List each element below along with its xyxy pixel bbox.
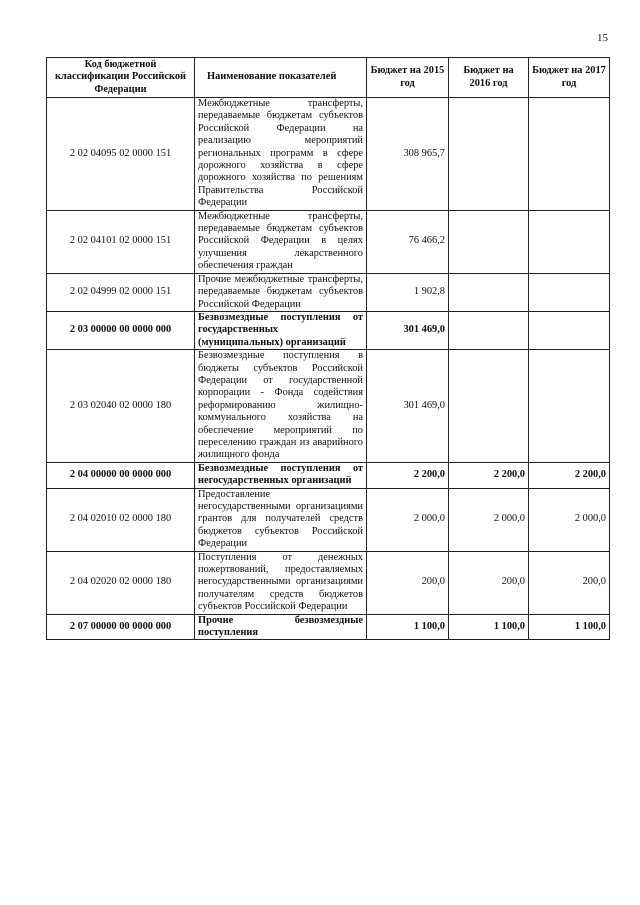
cell-budget-2015: 1 902,8 bbox=[367, 273, 449, 311]
table-row bbox=[47, 462, 610, 488]
cell-budget-2017 bbox=[529, 350, 610, 463]
table-row bbox=[47, 311, 610, 349]
cell-budget-2016 bbox=[449, 273, 529, 311]
cell-budget-2016: 200,0 bbox=[449, 551, 529, 614]
cell-code: 2 04 00000 00 0000 000 bbox=[47, 462, 195, 488]
cell-budget-2017: 1 100,0 bbox=[529, 614, 610, 640]
cell-name: Безвозмездные поступления от негосударственных организаций bbox=[195, 462, 367, 488]
cell-name: Прочие безвозмездные поступления bbox=[195, 614, 367, 640]
table-body bbox=[47, 98, 610, 640]
cell-code: 2 03 02040 02 0000 180 bbox=[47, 350, 195, 463]
budget-table bbox=[46, 57, 610, 640]
cell-name: Безвозмездные поступления от государственных (муниципальных) организаций bbox=[195, 311, 367, 349]
header-row bbox=[47, 58, 610, 98]
table-row bbox=[47, 614, 610, 640]
cell-budget-2015: 76 466,2 bbox=[367, 210, 449, 273]
cell-code: 2 04 02020 02 0000 180 bbox=[47, 551, 195, 614]
cell-code: 2 04 02010 02 0000 180 bbox=[47, 488, 195, 551]
cell-budget-2016: 2 200,0 bbox=[449, 462, 529, 488]
cell-code: 2 03 00000 00 0000 000 bbox=[47, 311, 195, 349]
cell-code: 2 02 04999 02 0000 151 bbox=[47, 273, 195, 311]
cell-budget-2015: 2 200,0 bbox=[367, 462, 449, 488]
table-row bbox=[47, 98, 610, 211]
page-number: 15 bbox=[597, 32, 608, 44]
cell-budget-2017 bbox=[529, 311, 610, 349]
table-row bbox=[47, 488, 610, 551]
table-row bbox=[47, 551, 610, 614]
cell-budget-2016 bbox=[449, 311, 529, 349]
cell-name: Поступления от денежных пожертвований, предоставляемых негосударственными организациями получателям средств бюджетов субъектов Российской Федерации bbox=[195, 551, 367, 614]
table-row bbox=[47, 350, 610, 463]
header-budget-2017: Бюджет на 2017 год bbox=[529, 58, 610, 98]
cell-budget-2015: 301 469,0 bbox=[367, 311, 449, 349]
cell-code: 2 02 04101 02 0000 151 bbox=[47, 210, 195, 273]
table-row bbox=[47, 273, 610, 311]
cell-name: Предоставление негосударственными организациями грантов для получателей средств бюджетов субъектов Российской Федерации bbox=[195, 488, 367, 551]
cell-budget-2015: 200,0 bbox=[367, 551, 449, 614]
cell-name: Безвозмездные поступления в бюджеты субъектов Российской Федерации от государственной корпорации - Фонда содействия реформированию жилищно-коммунального хозяйства на обеспечение мероприятий по переселению граждан из аварийного жилищного фонда bbox=[195, 350, 367, 463]
cell-budget-2015: 2 000,0 bbox=[367, 488, 449, 551]
cell-budget-2017: 2 200,0 bbox=[529, 462, 610, 488]
cell-budget-2017 bbox=[529, 273, 610, 311]
cell-budget-2017 bbox=[529, 98, 610, 211]
table-row bbox=[47, 210, 610, 273]
cell-budget-2015: 301 469,0 bbox=[367, 350, 449, 463]
header-budget-2015: Бюджет на 2015 год bbox=[367, 58, 449, 98]
cell-budget-2015: 1 100,0 bbox=[367, 614, 449, 640]
cell-name: Прочие межбюджетные трансферты, передаваемые бюджетам субъектов Российской Федерации bbox=[195, 273, 367, 311]
header-budget-2016: Бюджет на 2016 год bbox=[449, 58, 529, 98]
cell-budget-2016 bbox=[449, 98, 529, 211]
cell-budget-2015: 308 965,7 bbox=[367, 98, 449, 211]
cell-budget-2017 bbox=[529, 210, 610, 273]
cell-budget-2017: 2 000,0 bbox=[529, 488, 610, 551]
header-name: Наименование показателей bbox=[195, 58, 367, 98]
cell-name: Межбюджетные трансферты, передаваемые бюджетам субъектов Российской Федерации на реализацию мероприятий региональных программ в сфере дорожного хозяйства в сфере дорожного хозяйства по решениям Правительства Российской Федерации bbox=[195, 98, 367, 211]
cell-code: 2 02 04095 02 0000 151 bbox=[47, 98, 195, 211]
cell-budget-2017: 200,0 bbox=[529, 551, 610, 614]
cell-code: 2 07 00000 00 0000 000 bbox=[47, 614, 195, 640]
cell-budget-2016 bbox=[449, 350, 529, 463]
cell-budget-2016 bbox=[449, 210, 529, 273]
cell-name: Межбюджетные трансферты, передаваемые бюджетам субъектов Российской Федерации в целях улучшения лекарственного обеспечения граждан bbox=[195, 210, 367, 273]
cell-budget-2016: 2 000,0 bbox=[449, 488, 529, 551]
header-code: Код бюджетной классификации Российской Федерации bbox=[47, 58, 195, 98]
cell-budget-2016: 1 100,0 bbox=[449, 614, 529, 640]
table-header bbox=[47, 58, 610, 98]
